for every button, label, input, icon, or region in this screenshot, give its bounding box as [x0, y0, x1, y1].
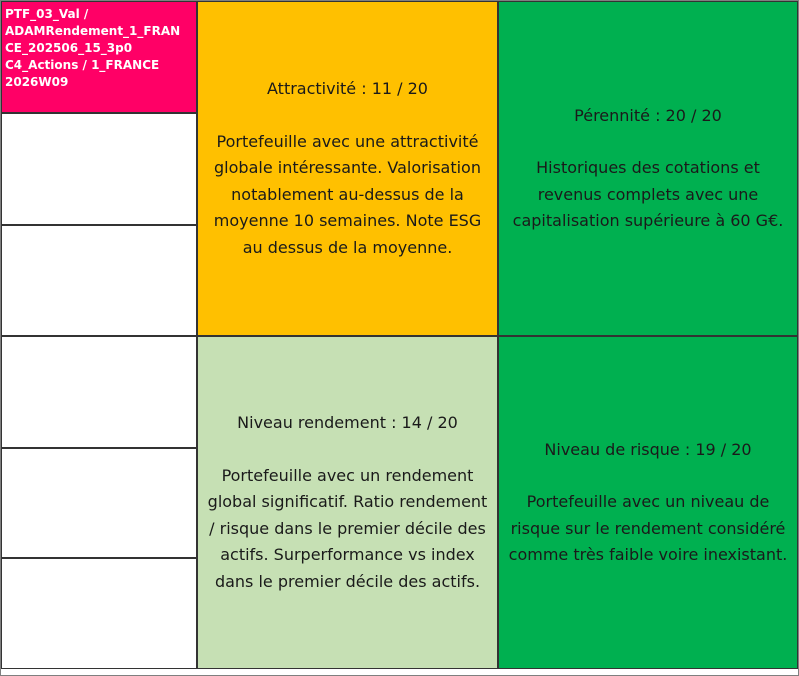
perennite-quadrant	[498, 1, 798, 336]
empty-cell	[1, 558, 197, 669]
portfolio-id-line-1: PTF_03_Val /	[5, 7, 89, 21]
portfolio-id-line-3: CE_202506_15_3p0	[5, 41, 133, 55]
perennite-title: Pérennité : 20 / 20	[574, 105, 722, 125]
empty-cell	[1, 336, 197, 448]
rendement-title: Niveau rendement : 14 / 20	[237, 413, 458, 432]
attractivite-title: Attractivité : 11 / 20	[267, 79, 428, 98]
portfolio-id-line-5: 2026W09	[5, 75, 69, 89]
empty-cell	[1, 448, 197, 558]
risque-title: Niveau de risque : 19 / 20	[544, 439, 752, 459]
risque-quadrant	[498, 336, 798, 669]
risque-description: Portefeuille avec un niveau de risque sur le rendement considéré comme très faible voire inexistant.	[508, 492, 788, 564]
attractivite-quadrant	[197, 1, 498, 336]
rendement-description: Portefeuille avec un rendement global significatif. Ratio rendement / risque dans le premier décile des actifs. Surperformance vs index dans le premier décile des actifs.	[207, 465, 488, 591]
portfolio-id-line-4: C4_Actions / 1_FRANCE	[5, 58, 160, 72]
attractivite-description: Portefeuille avec une attractivité globale intéressante. Valorisation notablement au-dessus de la moyenne 10 semaines. Note ESG au dessus de la moyenne.	[213, 131, 482, 257]
empty-cell	[1, 113, 197, 225]
portfolio-id-line-2: ADAMRendement_1_FRAN	[5, 24, 181, 38]
rendement-quadrant	[197, 336, 498, 669]
perennite-description: Historiques des cotations et revenus complets avec une capitalisation supérieure à 60 G€.	[512, 158, 784, 230]
portfolio-id-cell	[1, 1, 197, 113]
empty-cell	[1, 225, 197, 336]
